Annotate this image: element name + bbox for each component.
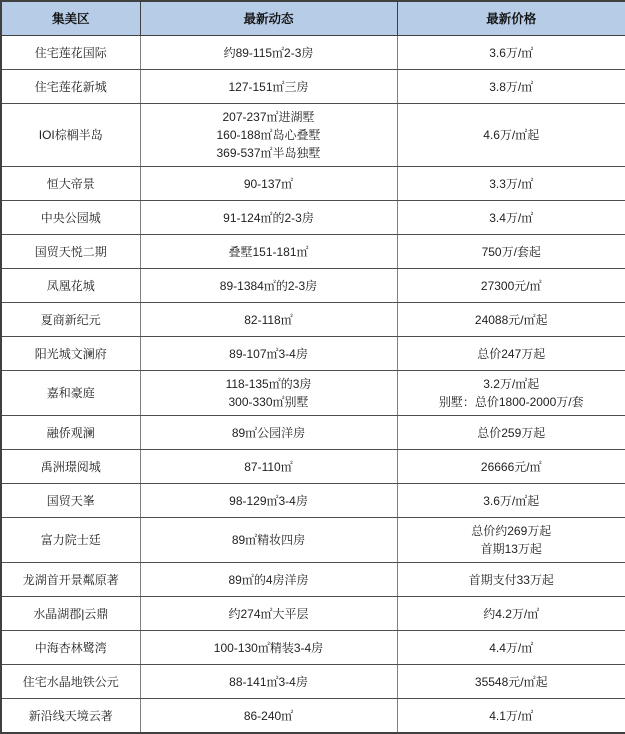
cell-line: 3.8万/㎡ [489, 79, 534, 94]
table-row [1, 371, 625, 416]
cell-line: 别墅：总价1800-2000万/套 [438, 395, 584, 409]
table-row [1, 201, 625, 235]
table-row [1, 269, 625, 303]
dynamic-cell [140, 699, 397, 734]
cell-line: 恒大帝景 [46, 176, 95, 191]
project-name-cell [1, 416, 140, 450]
table-row [1, 699, 625, 734]
dynamic-cell [140, 269, 397, 303]
dynamic-cell [140, 235, 397, 269]
project-name-cell [1, 201, 140, 235]
dynamic-cell [140, 597, 397, 631]
column-header-district: 集美区 [1, 1, 140, 36]
cell-line: 89-107㎡3-4房 [229, 346, 308, 361]
cell-line: 叠墅151-181㎡ [228, 244, 309, 259]
cell-line: 约4.2万/㎡ [483, 606, 540, 621]
table-row [1, 36, 625, 70]
header-row [1, 1, 625, 36]
column-header-price: 最新价格 [397, 1, 625, 36]
cell-line: 总价约269万起 [471, 524, 552, 538]
cell-line: 3.3万/㎡ [489, 176, 534, 191]
cell-line: 中海杏林鹭湾 [34, 640, 107, 655]
table-row [1, 631, 625, 665]
cell-line: 首期支付33万起 [468, 572, 554, 587]
cell-line: 369-537㎡半岛独墅 [216, 146, 321, 160]
cell-line: 约274㎡大平层 [228, 606, 309, 621]
cell-line: 首期13万起 [480, 542, 542, 556]
cell-line: 118-135㎡的3房 [225, 377, 312, 391]
project-name-cell [1, 303, 140, 337]
price-cell [397, 699, 625, 734]
cell-line: 91-124㎡的2-3房 [223, 210, 314, 225]
cell-line: 86-240㎡ [243, 708, 294, 723]
cell-line: 88-141㎡3-4房 [229, 674, 308, 689]
dynamic-cell [140, 371, 397, 416]
cell-line: 127-151㎡三房 [228, 79, 309, 94]
dynamic-cell [140, 36, 397, 70]
price-cell [397, 201, 625, 235]
dynamic-cell [140, 450, 397, 484]
cell-line: 总价247万起 [477, 346, 546, 361]
cell-line: 阳光城文澜府 [34, 346, 107, 361]
cell-line: IOI棕榈半岛 [38, 128, 103, 142]
dynamic-cell [140, 631, 397, 665]
project-name-cell [1, 450, 140, 484]
cell-line: 89㎡公园洋房 [231, 425, 306, 440]
cell-line: 中央公园城 [40, 210, 101, 225]
cell-line: 3.6万/㎡起 [483, 493, 540, 508]
price-cell [397, 104, 625, 167]
cell-line: 国贸天峯 [46, 493, 95, 508]
project-name-cell [1, 337, 140, 371]
project-name-cell [1, 484, 140, 518]
project-name-cell [1, 235, 140, 269]
price-cell [397, 70, 625, 104]
cell-line: 总价259万起 [477, 425, 546, 440]
cell-line: 89㎡精妆四房 [231, 533, 306, 547]
dynamic-cell [140, 70, 397, 104]
price-cell [397, 484, 625, 518]
table-row [1, 484, 625, 518]
cell-line: 26666元/㎡ [480, 459, 542, 474]
cell-line: 融侨观澜 [46, 425, 95, 440]
cell-line: 住宅莲花国际 [34, 45, 107, 60]
cell-line: 约89-115㎡2-3房 [223, 45, 314, 60]
cell-line: 35548元/㎡起 [474, 674, 548, 689]
dynamic-cell [140, 484, 397, 518]
cell-line: 龙湖首开景粼原著 [22, 572, 119, 587]
cell-line: 82-118㎡ [244, 312, 293, 327]
price-cell [397, 337, 625, 371]
dynamic-cell [140, 416, 397, 450]
dynamic-cell [140, 167, 397, 201]
table-row [1, 337, 625, 371]
table-row [1, 303, 625, 337]
price-cell [397, 416, 625, 450]
table-row [1, 167, 625, 201]
cell-line: 水晶湖郡|云鼎 [33, 606, 109, 621]
price-cell [397, 371, 625, 416]
cell-line: 207-237㎡进湖墅 [222, 110, 315, 124]
project-name-cell [1, 665, 140, 699]
table-row [1, 70, 625, 104]
cell-line: 夏商新纪元 [40, 312, 101, 327]
cell-line: 3.6万/㎡ [489, 45, 534, 60]
cell-line: 住宅莲花新城 [34, 79, 107, 94]
table-row [1, 104, 625, 167]
project-name-cell [1, 167, 140, 201]
cell-line: 160-188㎡岛心叠墅 [216, 128, 321, 142]
cell-line: 3.2万/㎡起 [483, 377, 540, 391]
cell-line: 100-130㎡精装3-4房 [213, 640, 324, 655]
cell-line: 98-129㎡3-4房 [229, 493, 308, 508]
project-name-cell [1, 269, 140, 303]
cell-line: 凤凰花城 [46, 278, 95, 293]
price-cell [397, 36, 625, 70]
price-cell [397, 665, 625, 699]
project-name-cell [1, 563, 140, 597]
cell-line: 24088元/㎡起 [474, 312, 548, 327]
dynamic-cell [140, 303, 397, 337]
table-row [1, 518, 625, 563]
table-row [1, 563, 625, 597]
cell-line: 300-330㎡别墅 [228, 395, 309, 409]
price-cell [397, 597, 625, 631]
cell-line: 住宅水晶地铁公元 [22, 674, 119, 689]
price-cell [397, 167, 625, 201]
price-cell [397, 518, 625, 563]
cell-line: 国贸天悦二期 [34, 244, 107, 259]
cell-line: 750万/套起 [481, 244, 541, 259]
cell-line: 4.4万/㎡ [489, 640, 534, 655]
project-name-cell [1, 597, 140, 631]
dynamic-cell [140, 201, 397, 235]
cell-line: 89㎡的4房洋房 [228, 572, 309, 587]
cell-line: 90-137㎡ [243, 176, 294, 191]
cell-line: 3.4万/㎡ [489, 210, 534, 225]
price-cell [397, 450, 625, 484]
project-name-cell [1, 518, 140, 563]
cell-line: 新沿线天境云著 [28, 708, 113, 723]
table-row [1, 416, 625, 450]
dynamic-cell [140, 665, 397, 699]
project-name-cell [1, 699, 140, 734]
cell-line: 89-1384㎡的2-3房 [219, 278, 318, 293]
price-cell [397, 563, 625, 597]
dynamic-cell [140, 518, 397, 563]
cell-line: 87-110㎡ [244, 459, 293, 474]
project-name-cell [1, 70, 140, 104]
dynamic-cell [140, 563, 397, 597]
cell-line: 4.1万/㎡ [489, 708, 534, 723]
table-row [1, 665, 625, 699]
table-body [1, 36, 625, 734]
price-cell [397, 631, 625, 665]
price-cell [397, 269, 625, 303]
project-name-cell [1, 36, 140, 70]
price-cell [397, 303, 625, 337]
cell-line: 禹洲璟阅城 [40, 459, 101, 474]
table-row [1, 235, 625, 269]
cell-line: 嘉和豪庭 [46, 386, 95, 400]
table-row [1, 597, 625, 631]
cell-line: 富力院士廷 [40, 533, 101, 547]
price-cell [397, 235, 625, 269]
project-name-cell [1, 631, 140, 665]
project-name-cell [1, 104, 140, 167]
dynamic-cell [140, 104, 397, 167]
table-row [1, 450, 625, 484]
project-name-cell [1, 371, 140, 416]
cell-line: 4.6万/㎡起 [483, 128, 540, 142]
dynamic-cell [140, 337, 397, 371]
cell-line: 27300元/㎡ [480, 278, 542, 293]
column-header-dynamic: 最新动态 [140, 1, 397, 36]
